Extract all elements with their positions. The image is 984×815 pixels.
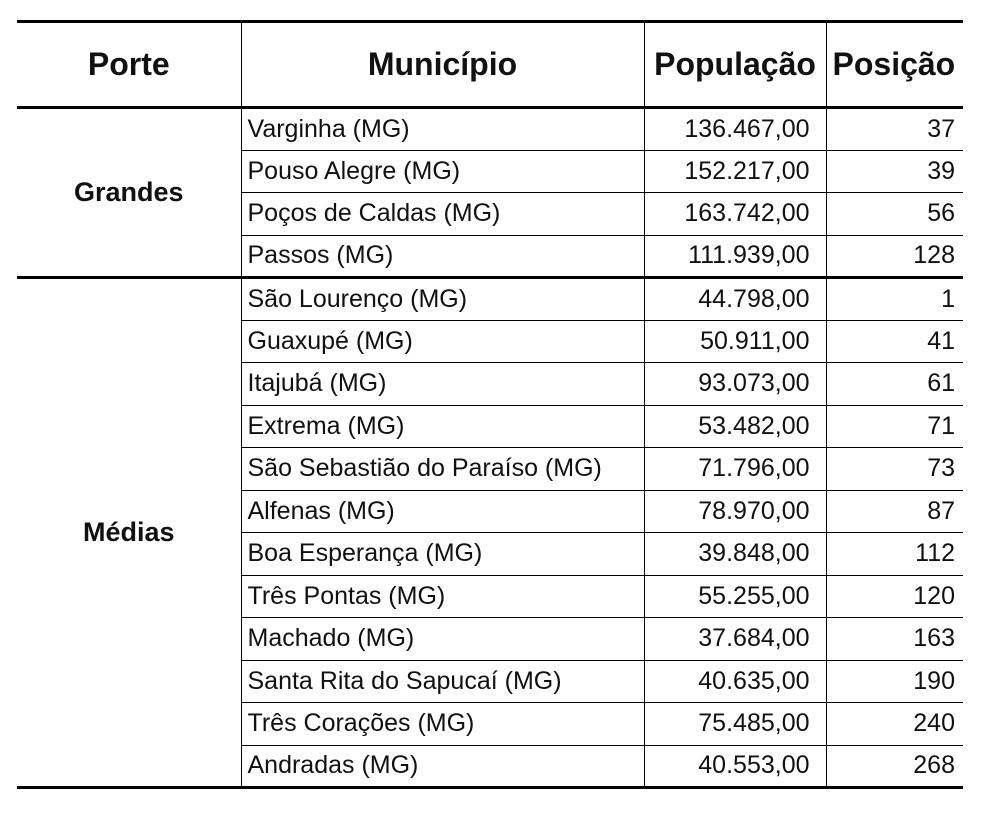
posicao-cell: 87 — [826, 490, 963, 533]
populacao-cell: 75.485,00 — [644, 703, 826, 746]
populacao-cell: 111.939,00 — [644, 235, 826, 278]
populacao-cell: 50.911,00 — [644, 320, 826, 363]
municipio-cell: Guaxupé (MG) — [241, 320, 644, 363]
populacao-cell: 78.970,00 — [644, 490, 826, 533]
populacao-cell: 44.798,00 — [644, 278, 826, 321]
posicao-cell: 39 — [826, 150, 963, 193]
municipio-cell: Poços de Caldas (MG) — [241, 193, 644, 236]
posicao-cell: 128 — [826, 235, 963, 278]
populacao-cell: 71.796,00 — [644, 448, 826, 491]
populacao-cell: 40.553,00 — [644, 745, 826, 788]
populacao-cell: 136.467,00 — [644, 108, 826, 151]
populacao-cell: 163.742,00 — [644, 193, 826, 236]
porte-cell: Médias — [17, 278, 241, 788]
table-row — [17, 108, 963, 151]
municipio-cell: Três Corações (MG) — [241, 703, 644, 746]
header-row — [17, 22, 963, 108]
municipio-cell: Extrema (MG) — [241, 405, 644, 448]
municipio-cell: Boa Esperança (MG) — [241, 533, 644, 576]
table-container — [17, 20, 963, 789]
populacao-cell: 39.848,00 — [644, 533, 826, 576]
header-posicao: Posição — [826, 22, 963, 108]
municipio-cell: Itajubá (MG) — [241, 363, 644, 406]
posicao-cell: 1 — [826, 278, 963, 321]
municipio-cell: Santa Rita do Sapucaí (MG) — [241, 660, 644, 703]
posicao-cell: 190 — [826, 660, 963, 703]
posicao-cell: 41 — [826, 320, 963, 363]
populacao-cell: 53.482,00 — [644, 405, 826, 448]
municipio-cell: Machado (MG) — [241, 618, 644, 661]
municipality-table — [17, 20, 963, 789]
posicao-cell: 268 — [826, 745, 963, 788]
municipio-cell: Andradas (MG) — [241, 745, 644, 788]
header-populacao: População — [644, 22, 826, 108]
posicao-cell: 71 — [826, 405, 963, 448]
header-porte: Porte — [17, 22, 241, 108]
table-body — [17, 108, 963, 788]
porte-cell: Grandes — [17, 108, 241, 278]
municipio-cell: Passos (MG) — [241, 235, 644, 278]
posicao-cell: 163 — [826, 618, 963, 661]
populacao-cell: 37.684,00 — [644, 618, 826, 661]
header-municipio: Município — [241, 22, 644, 108]
table-header — [17, 22, 963, 108]
municipio-cell: São Sebastião do Paraíso (MG) — [241, 448, 644, 491]
populacao-cell: 40.635,00 — [644, 660, 826, 703]
populacao-cell: 152.217,00 — [644, 150, 826, 193]
posicao-cell: 61 — [826, 363, 963, 406]
posicao-cell: 56 — [826, 193, 963, 236]
table-row — [17, 278, 963, 321]
populacao-cell: 55.255,00 — [644, 575, 826, 618]
municipio-cell: Três Pontas (MG) — [241, 575, 644, 618]
posicao-cell: 37 — [826, 108, 963, 151]
posicao-cell: 73 — [826, 448, 963, 491]
municipio-cell: São Lourenço (MG) — [241, 278, 644, 321]
populacao-cell: 93.073,00 — [644, 363, 826, 406]
municipio-cell: Varginha (MG) — [241, 108, 644, 151]
posicao-cell: 240 — [826, 703, 963, 746]
posicao-cell: 120 — [826, 575, 963, 618]
municipio-cell: Pouso Alegre (MG) — [241, 150, 644, 193]
posicao-cell: 112 — [826, 533, 963, 576]
municipio-cell: Alfenas (MG) — [241, 490, 644, 533]
